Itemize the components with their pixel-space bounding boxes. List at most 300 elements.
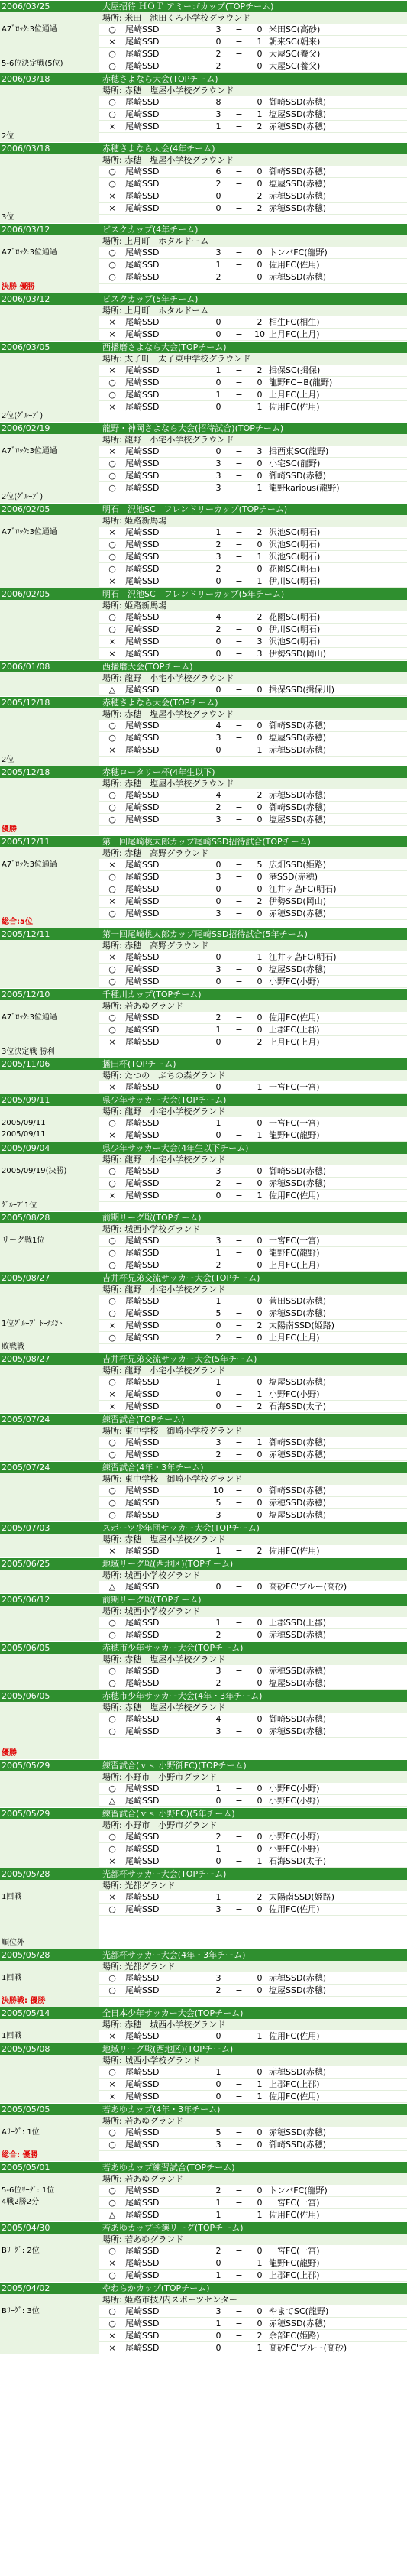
away-score: 0	[257, 1486, 263, 1495]
result-note	[0, 177, 99, 189]
home-score: 1	[215, 2270, 221, 2280]
score-separator: −	[235, 1450, 243, 1460]
result-mark: ×	[108, 527, 116, 537]
home-team: 尾崎SSD	[125, 637, 160, 646]
home-score: 3	[215, 1666, 221, 1676]
opponent-team: 佐用FC(佐用)	[269, 1013, 320, 1022]
home-score: 1	[215, 2318, 221, 2328]
score-separator: −	[235, 1025, 243, 1035]
home-team: 尾崎SSD	[125, 2127, 160, 2137]
match-row	[99, 1795, 407, 1807]
home-score: 0	[215, 402, 221, 412]
score-separator: −	[235, 2079, 243, 2089]
match-row	[99, 365, 407, 377]
match-row	[99, 458, 407, 470]
tournament-block	[0, 1353, 407, 1413]
score-separator: −	[235, 1118, 243, 1128]
date-column	[0, 1413, 99, 1461]
home-team: 尾崎SSD	[125, 527, 160, 537]
opponent-team: 赤穂SSD(赤穂)	[269, 122, 327, 131]
away-score: 0	[257, 1832, 263, 1842]
away-score: 1	[257, 745, 263, 755]
date-column	[0, 660, 99, 696]
date-column	[0, 1353, 99, 1413]
score-separator: −	[235, 1510, 243, 1520]
tournament-block	[0, 1807, 407, 1868]
home-score: 0	[215, 884, 221, 894]
tournament-title: ビスクカップ(4年チーム)	[99, 223, 407, 235]
result-note	[0, 1177, 99, 1188]
home-score: 0	[215, 576, 221, 586]
home-score: 0	[215, 1037, 221, 1047]
away-score: 1	[257, 2343, 263, 2353]
home-team: 尾崎SSD	[125, 1510, 160, 1520]
tournament-title: 播田杯(TOPチーム)	[99, 1058, 407, 1070]
home-score: 0	[215, 1389, 221, 1399]
result-note	[0, 200, 99, 212]
match-row	[99, 247, 407, 259]
venue-line: 場所: 城西小学校グランド	[99, 2055, 407, 2066]
result-note: Aﾘｰｸﾞ: 1位	[0, 2127, 99, 2138]
opponent-team: 余部FC(姫路)	[269, 2331, 320, 2341]
home-score: 2	[215, 624, 221, 634]
result-note	[0, 387, 99, 399]
venue-line: 場所: たつの ぷちの森グランド	[99, 1070, 407, 1081]
result-mark: ○	[108, 1985, 116, 1995]
venue-spacer	[0, 1570, 99, 1581]
home-team: 尾崎SSD	[125, 1377, 160, 1387]
away-score: 0	[257, 624, 263, 634]
home-team: 尾崎SSD	[125, 272, 160, 282]
home-team: 尾崎SSD	[125, 1582, 160, 1592]
opponent-team: 揖保SC(揖保)	[269, 365, 321, 375]
result-mark: ×	[108, 1892, 116, 1902]
home-score: 3	[215, 909, 221, 919]
score-separator: −	[235, 2246, 243, 2256]
tournament-title: 練習試合(ｖｓ 小野FC)(5年チーム)	[99, 1807, 407, 1819]
opponent-team: 大屋SC(養父)	[269, 49, 321, 59]
tournament-detail	[99, 1641, 407, 1690]
home-score: 2	[215, 1832, 221, 1842]
result-mark: ×	[108, 2258, 116, 2268]
home-team: 尾崎SSD	[125, 733, 160, 743]
result-note: 2位	[0, 131, 99, 142]
result-mark: ×	[108, 2092, 116, 2101]
tournament-block	[0, 1272, 407, 1353]
venue-spacer	[0, 672, 99, 684]
tournament-title: 西播磨大会(TOPチーム)	[99, 660, 407, 672]
score-separator: −	[235, 402, 243, 412]
opponent-team: 沢池SC(明石)	[269, 540, 321, 549]
home-score: 6	[215, 167, 221, 177]
away-score: 0	[257, 1973, 263, 1983]
away-score: 0	[257, 248, 263, 258]
tournament-title: 吉井杯兄弟交流サッカー大会(5年チーム)	[99, 1353, 407, 1365]
home-score: 4	[215, 790, 221, 800]
home-team: 尾崎SSD	[125, 815, 160, 825]
match-row	[99, 1713, 407, 1725]
result-mark: ○	[108, 721, 116, 731]
date-column-fill	[0, 2257, 99, 2282]
away-score: 3	[257, 637, 263, 646]
away-score: 1	[257, 2031, 263, 2041]
tournament-title: 地域リーグ戦(西地区)(TOPチーム)	[99, 1557, 407, 1570]
score-separator: −	[235, 24, 243, 34]
home-team: 尾崎SSD	[125, 122, 160, 131]
score-separator: −	[235, 721, 243, 731]
result-note	[0, 731, 99, 743]
match-row	[99, 527, 407, 539]
home-team: 尾崎SSD	[125, 540, 160, 549]
result-mark: ×	[108, 1037, 116, 1047]
venue-spacer	[0, 1425, 99, 1437]
away-score: 0	[257, 1630, 263, 1640]
home-score: 0	[215, 2331, 221, 2341]
home-score: 3	[215, 1166, 221, 1176]
tournament-title: 県少年サッカー大会(4年生以下チーム)	[99, 1142, 407, 1154]
opponent-team: 上郡SSD(上郡)	[269, 1618, 327, 1628]
venue-spacer	[0, 2173, 99, 2185]
result-mark: ×	[108, 2079, 116, 2089]
away-score: 0	[257, 97, 263, 107]
home-score: 2	[215, 540, 221, 549]
match-row	[99, 1891, 407, 1904]
away-score: 0	[257, 1726, 263, 1736]
match-row	[99, 1509, 407, 1521]
home-score: 3	[215, 872, 221, 882]
home-score: 0	[215, 1191, 221, 1201]
score-separator: −	[235, 884, 243, 894]
home-score: 0	[215, 191, 221, 201]
venue-line: 場所: 龍野 小宅小学校グラウンド	[99, 672, 407, 684]
result-note: 3位決定戦 勝利	[0, 1046, 99, 1058]
home-team: 尾崎SSD	[125, 1118, 160, 1128]
match-row	[99, 1012, 407, 1024]
away-score: 0	[257, 2306, 263, 2316]
date-column	[0, 1868, 99, 1949]
venue-line: 場所: 赤穂 塩屋小学校グランド	[99, 1654, 407, 1665]
tournament-detail	[99, 2007, 407, 2043]
date-column-fill	[0, 1665, 99, 1690]
tournament-detail	[99, 1272, 407, 1353]
tournament-title: 千種川カップ(TOPチーム)	[99, 988, 407, 1000]
away-score: 2	[257, 122, 263, 131]
result-note	[0, 365, 99, 376]
opponent-team: 赤穂SSD(赤穂)	[269, 1726, 327, 1736]
score-separator: −	[235, 61, 243, 71]
result-mark: ○	[108, 1832, 116, 1842]
score-separator: −	[235, 1320, 243, 1330]
date-column-fill	[0, 1485, 99, 1521]
result-note: 1位ｸﾞﾙｰﾌﾟ ﾄｰﾅﾒﾝﾄ	[0, 1318, 99, 1330]
home-team: 尾崎SSD	[125, 2331, 160, 2341]
result-mark: ×	[108, 1546, 116, 1556]
home-team: 尾崎SSD	[125, 1892, 160, 1902]
home-score: 3	[215, 1726, 221, 1736]
score-separator: −	[235, 1486, 243, 1495]
venue-line: 場所: 龍野 小宅小学校グランド	[99, 1154, 407, 1165]
home-team: 尾崎SSD	[125, 1450, 160, 1460]
match-date: 2005/04/30	[0, 2221, 99, 2234]
opponent-team: 小野FC(小野)	[269, 1844, 320, 1854]
home-team: 尾崎SSD	[125, 446, 160, 456]
venue-line: 場所: 姫路新馬場	[99, 600, 407, 611]
match-row	[99, 1485, 407, 1497]
match-row	[99, 563, 407, 575]
result-mark: ×	[108, 896, 116, 906]
result-note: 2005/09/19(決勝)	[0, 1165, 99, 1177]
away-score: 5	[257, 860, 263, 870]
match-date: 2006/03/05	[0, 341, 99, 353]
tournament-block	[0, 835, 407, 928]
tournament-title: 若あゆカップ練習試合(TOPチーム)	[99, 2161, 407, 2173]
date-column	[0, 1058, 99, 1094]
home-score: 2	[215, 1260, 221, 1270]
match-row	[99, 539, 407, 551]
tournament-detail	[99, 2161, 407, 2221]
home-team: 尾崎SSD	[125, 790, 160, 800]
match-date: 2005/05/14	[0, 2007, 99, 2019]
score-separator: −	[235, 637, 243, 646]
result-mark: ○	[108, 109, 116, 119]
away-score: 0	[257, 564, 263, 574]
tournament-detail	[99, 1690, 407, 1759]
result-note	[0, 399, 99, 410]
home-team: 尾崎SSD	[125, 1130, 160, 1140]
home-score: 3	[215, 2306, 221, 2316]
opponent-team: 御崎SSD(赤穂)	[269, 471, 327, 481]
home-team: 尾崎SSD	[125, 248, 160, 258]
home-score: 0	[215, 745, 221, 755]
match-row	[99, 271, 407, 284]
match-row	[99, 1437, 407, 1449]
venue-line: 場所: 龍野 小宅小学校グランド	[99, 1106, 407, 1117]
tournament-detail	[99, 766, 407, 835]
match-row	[99, 1904, 407, 1916]
result-mark: ×	[108, 37, 116, 47]
venue-line: 場所: 若あゆグランド	[99, 1000, 407, 1012]
home-team: 尾崎SSD	[125, 564, 160, 574]
result-note: 5-6位ﾘｰｸﾞ: 1位	[0, 2185, 99, 2196]
result-mark: ○	[108, 97, 116, 107]
venue-line: 場所: 上月町 ホタルドーム	[99, 235, 407, 247]
result-note: 1回戦	[0, 2030, 99, 2042]
result-note: A7ﾞﾛｯｸ:3位通過	[0, 527, 99, 538]
date-column-fill	[0, 951, 99, 988]
result-mark: ○	[108, 2306, 116, 2316]
home-team: 尾崎SSD	[125, 203, 160, 213]
score-separator: −	[235, 2140, 243, 2150]
away-score: 1	[257, 2079, 263, 2089]
tournament-detail	[99, 1058, 407, 1094]
score-separator: −	[235, 1037, 243, 1047]
opponent-team: 赤穂SSD(赤穂)	[269, 1498, 327, 1508]
match-date: 2006/03/12	[0, 293, 99, 305]
opponent-team: トンバFC(龍野)	[269, 2186, 328, 2195]
score-separator: −	[235, 2306, 243, 2316]
result-mark: ×	[108, 952, 116, 962]
venue-line: 場所: 龍野 小宅小学校グランド	[99, 1365, 407, 1376]
result-mark: ○	[108, 167, 116, 177]
venue-spacer	[0, 2234, 99, 2245]
venue-spacer	[0, 1654, 99, 1665]
match-row	[99, 1783, 407, 1795]
match-row	[99, 1497, 407, 1509]
result-note: 3位	[0, 212, 99, 223]
home-team: 尾崎SSD	[125, 1037, 160, 1047]
venue-spacer	[0, 2019, 99, 2030]
result-mark: ○	[108, 2318, 116, 2328]
away-score: 0	[257, 1178, 263, 1188]
home-score: 0	[215, 2343, 221, 2353]
score-separator: −	[235, 377, 243, 387]
tournament-block	[0, 766, 407, 835]
home-team: 尾崎SSD	[125, 2092, 160, 2101]
home-score: 2	[215, 1678, 221, 1688]
match-row	[99, 2257, 407, 2270]
date-column-fill	[0, 1831, 99, 1868]
opponent-team: 佐用FC(佐用)	[269, 1904, 320, 1914]
away-score: 1	[257, 1191, 263, 1201]
tournament-title: 吉井杯兄弟交流サッカー大会(TOPチーム)	[99, 1272, 407, 1284]
tournament-detail	[99, 2221, 407, 2282]
venue-line: 場所: 城西小学校グランド	[99, 1606, 407, 1617]
home-score: 0	[215, 329, 221, 339]
opponent-team: 御崎SSD(赤穂)	[269, 1486, 327, 1495]
result-mark: ×	[108, 2031, 116, 2041]
home-score: 0	[215, 977, 221, 987]
away-score: 2	[257, 527, 263, 537]
date-column	[0, 73, 99, 142]
date-column	[0, 2282, 99, 2354]
home-team: 尾崎SSD	[125, 2067, 160, 2077]
score-separator: −	[235, 2210, 243, 2220]
home-score: 0	[215, 2258, 221, 2268]
score-separator: −	[235, 909, 243, 919]
score-separator: −	[235, 2092, 243, 2101]
match-date: 2005/08/27	[0, 1353, 99, 1365]
result-mark: ×	[108, 446, 116, 456]
result-mark: ×	[108, 1389, 116, 1399]
match-row	[99, 1545, 407, 1557]
result-note	[0, 1736, 99, 1748]
venue-line: 場所: 小野市 小野市グランド	[99, 1819, 407, 1831]
opponent-team: 御崎SSD(赤穂)	[269, 167, 327, 177]
home-score: 1	[215, 122, 221, 131]
score-separator: −	[235, 1166, 243, 1176]
venue-line: 場所: 若あゆグランド	[99, 2173, 407, 2185]
away-score: 0	[257, 2067, 263, 2077]
home-score: 2	[215, 1985, 221, 1995]
venue-line: 場所: 赤穂 塩屋小学校グランド	[99, 1702, 407, 1713]
away-score: 0	[257, 1166, 263, 1176]
result-mark: ○	[108, 815, 116, 825]
tournament-block	[0, 1759, 407, 1807]
home-score: 5	[215, 2127, 221, 2137]
opponent-team: 佐用FC(佐用)	[269, 1191, 320, 1201]
opponent-team: 菅田SSD(赤穂)	[269, 1296, 327, 1306]
score-separator: −	[235, 1666, 243, 1676]
match-row	[99, 2270, 407, 2282]
away-score: 2	[257, 191, 263, 201]
home-score: 2	[215, 1630, 221, 1640]
venue-spacer	[0, 235, 99, 247]
tournament-title: 西播磨さよなら大会(TOPチーム)	[99, 341, 407, 353]
home-team: 尾崎SSD	[125, 61, 160, 71]
home-score: 0	[215, 1130, 221, 1140]
match-row	[99, 1295, 407, 1307]
opponent-team: 佐用FC(佐用)	[269, 2031, 320, 2041]
score-separator: −	[235, 1437, 243, 1447]
tournament-block	[0, 422, 407, 503]
opponent-team: 一宮FC(一宮)	[269, 1236, 320, 1246]
date-column	[0, 2161, 99, 2221]
score-separator: −	[235, 872, 243, 882]
date-column-fill	[0, 684, 99, 696]
home-score: 1	[215, 1784, 221, 1793]
opponent-team: 小宅SC(龍野)	[269, 458, 321, 468]
match-date: 2005/07/24	[0, 1413, 99, 1425]
opponent-team: 米田SC(高砂)	[269, 24, 321, 34]
result-note	[0, 1984, 99, 1995]
opponent-team: 塩屋SSD(赤穂)	[269, 964, 327, 974]
home-score: 4	[215, 1714, 221, 1724]
date-column-fill	[0, 2066, 99, 2103]
match-row	[99, 883, 407, 896]
home-score: 3	[215, 964, 221, 974]
match-row	[99, 1190, 407, 1202]
home-team: 尾崎SSD	[125, 24, 160, 34]
home-score: 1	[215, 2198, 221, 2208]
tournament-title: 練習試合(TOPチーム)	[99, 1413, 407, 1425]
home-score: 5	[215, 1308, 221, 1318]
result-note: 2005/09/11	[0, 1117, 99, 1129]
away-score: 0	[257, 390, 263, 400]
home-team: 尾崎SSD	[125, 612, 160, 622]
score-separator: −	[235, 191, 243, 201]
match-date: 2005/08/28	[0, 1211, 99, 1223]
home-team: 尾崎SSD	[125, 37, 160, 47]
match-date: 2006/03/25	[0, 0, 99, 12]
tournament-title: 赤穂市少年サッカー大会(TOPチーム)	[99, 1641, 407, 1654]
date-column-fill	[0, 611, 99, 660]
tournament-detail	[99, 503, 407, 588]
tournament-title: 第一回尾崎桃太郎カップ尾崎SSD招待試合(TOPチーム)	[99, 835, 407, 847]
score-separator: −	[235, 1832, 243, 1842]
opponent-team: 御崎SSD(赤穂)	[269, 802, 327, 812]
home-team: 尾崎SSD	[125, 483, 160, 493]
date-column	[0, 1759, 99, 1807]
result-note	[0, 801, 99, 812]
home-team: 尾崎SSD	[125, 1166, 160, 1176]
home-team: 尾崎SSD	[125, 964, 160, 974]
match-row	[99, 2342, 407, 2354]
home-score: 2	[215, 179, 221, 189]
away-score: 2	[257, 1546, 263, 1556]
score-separator: −	[235, 612, 243, 622]
opponent-team: 塩屋SSD(赤穂)	[269, 179, 327, 189]
tournament-detail	[99, 1557, 407, 1593]
result-mark: ×	[108, 1082, 116, 1092]
score-separator: −	[235, 1260, 243, 1270]
opponent-team: 赤穂SSD(赤穂)	[269, 790, 327, 800]
result-note	[0, 2138, 99, 2150]
home-score: 0	[215, 37, 221, 47]
venue-spacer	[0, 778, 99, 789]
date-column	[0, 696, 99, 766]
tournament-block	[0, 1461, 407, 1521]
opponent-team: 龍野FC(龍野)	[269, 2258, 320, 2268]
